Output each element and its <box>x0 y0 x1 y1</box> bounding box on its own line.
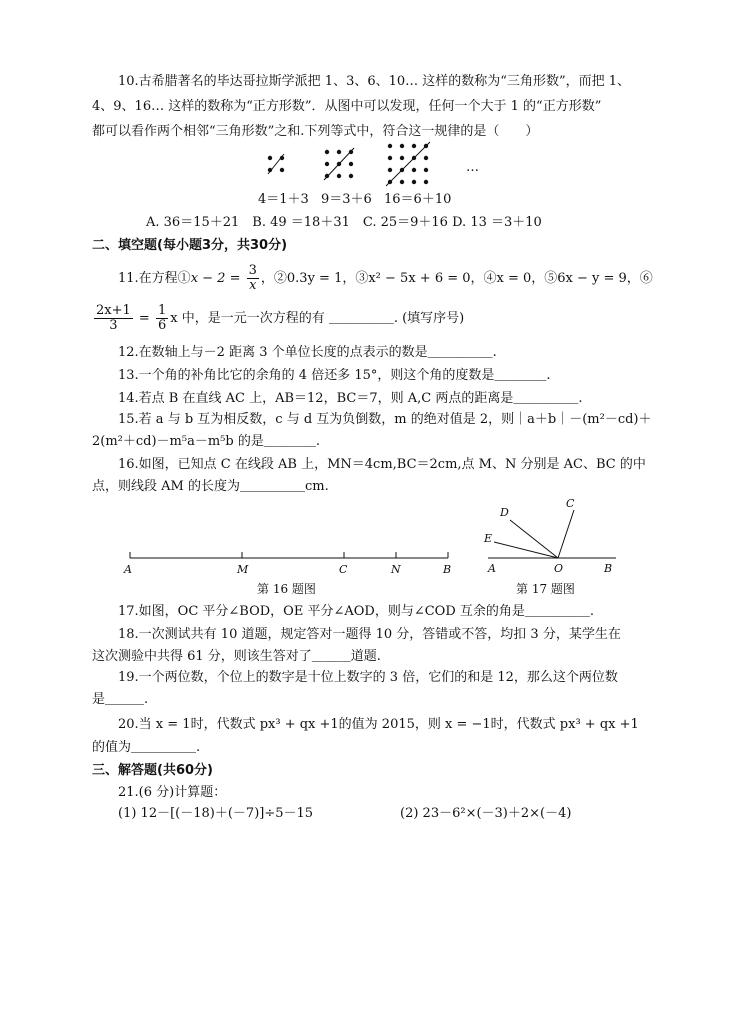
q11-fraction-r <box>156 304 168 333</box>
q11-fraction-1 <box>247 264 259 293</box>
q19-line2: 是＿＿＿. <box>92 692 149 707</box>
q18-line2: 这次测验中共得 61 分，则该生答对了＿＿＿道题. <box>92 649 381 664</box>
q11-eq1: x − 2 = <box>190 271 241 286</box>
q11-fraction-6 <box>94 304 133 333</box>
q11-frac1-num: 3 <box>248 263 257 278</box>
q17: 17.如图，OC 平分∠BOD，OE 平分∠AOD，则与∠COD 互余的角是＿＿＿＿＿. <box>118 604 595 619</box>
section2-title: 二、填空题(每小题3分，共30分) <box>92 238 288 253</box>
fig16-label-c: C <box>339 563 348 576</box>
q21-part2: (2) 23－6²×(－3)＋2×(－4) <box>400 806 572 821</box>
fig16-label-a: A <box>124 563 132 576</box>
q12: 12.在数轴上与－2 距离 3 个单位长度的点表示的数是＿＿＿＿＿. <box>118 345 497 360</box>
fig17-label-e: E <box>484 532 493 545</box>
q13: 13.一个角的补角比它的余角的 4 倍还多 15°，则这个角的度数是＿＿＿＿. <box>118 368 551 383</box>
q11-pre: 11.在方程① <box>118 271 191 286</box>
q14: 14.若点 B 在直线 AC 上，AB＝12，BC＝7，则 A,C 两点的距离是＿＿＿＿＿. <box>118 391 583 406</box>
q10-options: A. 36＝15＋21 B. 49 ＝18＋31 C. 25＝9＋16 D. 13 ＝3＋10 <box>146 215 542 230</box>
q10-eq1: 4＝1＋3 <box>258 192 309 207</box>
q16-line2: 点，则线段 AM 的长度为＿＿＿＿＿cm. <box>92 479 329 494</box>
q11-equals: = <box>138 311 150 326</box>
q11-frac6-num: 2x+1 <box>96 303 131 318</box>
fig16-label-m: M <box>237 563 249 576</box>
q10-ellipsis: … <box>466 160 479 175</box>
q18-line1: 18.一次测试共有 10 道题，规定答对一题得 10 分，答错或不答，均扣 3 分，某学生在 <box>118 627 621 642</box>
fig17-label-a: A <box>488 562 496 575</box>
q21-part1: (1) 12－[(－18)＋(－7)]÷5－15 <box>118 806 314 821</box>
q15-line2: 2(m²＋cd)－m⁵a－m⁵b 的是＿＿＿＿. <box>92 434 320 449</box>
q11-fracr-den: 6 <box>157 318 167 333</box>
fig16-label-b: B <box>443 563 452 576</box>
figure-17-angles <box>480 492 620 576</box>
fig17-label-c: C <box>566 497 575 510</box>
q19-line1: 19.一个两位数，个位上的数字是十位上数字的 3 倍，它们的和是 12，那么这个两位数 <box>118 670 618 685</box>
fig16-label-n: N <box>391 563 401 576</box>
q11-mid: ，②0.3y = 1，③x² − 5x + 6 = 0，④x = 0，⑤6x − y = 9，⑥ <box>260 271 653 286</box>
q11-line1 <box>118 262 653 296</box>
q10-eq2: 9＝3＋6 <box>321 192 372 207</box>
fig17-caption: 第 17 题图 <box>516 582 575 596</box>
q10-eq3: 16＝6＋10 <box>384 192 452 207</box>
q10-line2: 4、9、16… 这样的数称为“正方形数”．从图中可以发现，任何一个大于 1 的“正方形数” <box>92 99 602 114</box>
q10-line1: 10.古希腊著名的毕达哥拉斯学派把 1、3、6、10… 这样的数称为“三角形数”，而把 1、 <box>118 74 630 89</box>
fig17-label-d: D <box>500 506 509 519</box>
q20-line1: 20.当 x = 1时，代数式 px³ + qx +1的值为 2015，则 x = −1时，代数式 px³ + qx +1 <box>118 717 639 732</box>
fig17-label-o: O <box>554 562 564 575</box>
q11-line2 <box>92 302 464 336</box>
section3-title: 三、解答题(共60分) <box>92 763 213 778</box>
q15-line1: 15.若 a 与 b 互为相反数，c 与 d 互为负倒数，m 的绝对值是 2，则｜a＋b｜－(m²－cd)＋ <box>118 412 652 427</box>
q16-line1: 16.如图，已知点 C 在线段 AB 上，MN＝4cm,BC＝2cm,点 M、N 分别是 AC、BC 的中 <box>118 457 646 472</box>
q11-fracr-num: 1 <box>157 303 167 318</box>
figure-16-segment <box>118 540 458 580</box>
fig16-caption: 第 16 题图 <box>257 582 316 596</box>
q20-line2: 的值为＿＿＿＿＿. <box>92 740 201 755</box>
q11-frac6-den: 3 <box>109 318 118 333</box>
fig17-label-b: B <box>604 562 613 575</box>
q21-title: 21.(6 分)计算题： <box>118 785 227 800</box>
q11-frac1-den: x <box>249 278 257 293</box>
q11-tail: x 中，是一元一次方程的有 ＿＿＿＿＿. (填写序号) <box>170 311 465 326</box>
q10-line3: 都可以看作两个相邻“三角形数”之和.下列等式中，符合这一规律的是（ ） <box>92 124 539 139</box>
square-number-dots-figure <box>258 140 488 190</box>
